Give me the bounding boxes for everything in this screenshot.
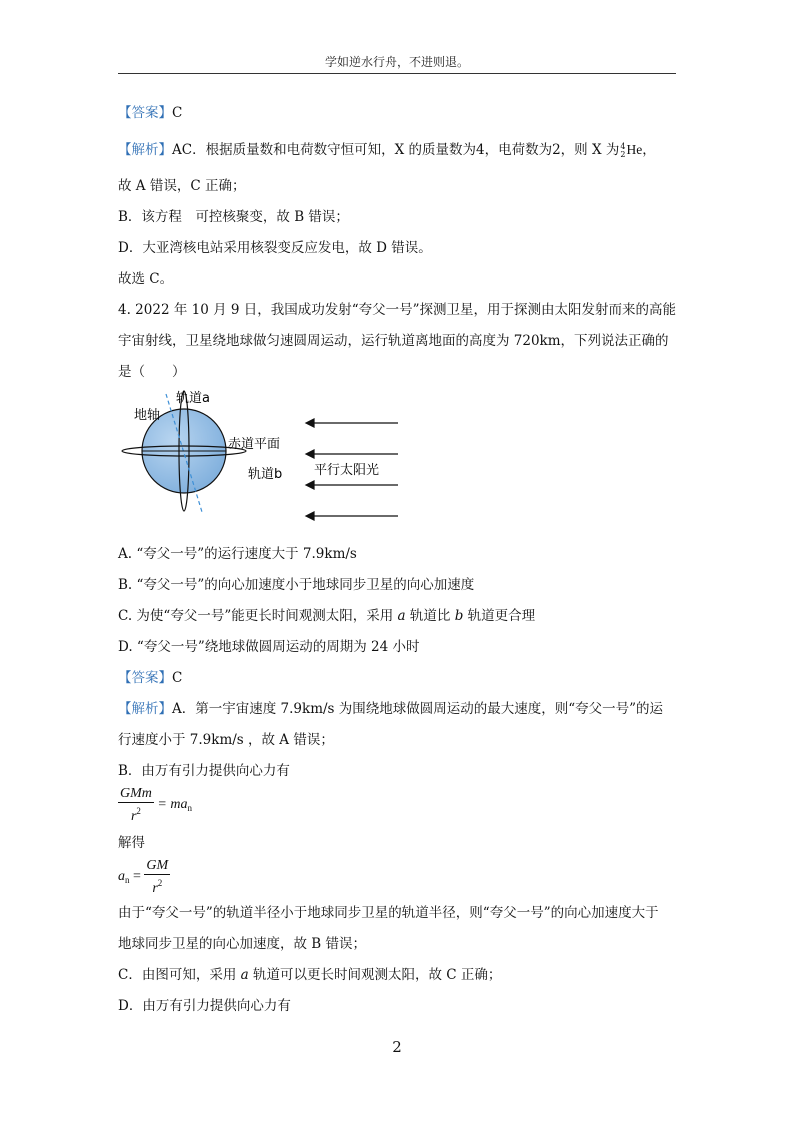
nuclide-symbol: He — [626, 142, 643, 157]
q4-analysis-line-7: D．由万有引力提供向心力有 — [118, 998, 291, 1014]
text: 轨道比 — [405, 608, 455, 624]
numerator: GMm — [120, 786, 152, 801]
q3-analysis-line-4: D．大亚湾核电站采用核裂变反应发电，故 D 错误。 — [118, 240, 432, 256]
q4-analysis-line-5: 地球同步卫星的向心加速度，故 B 错误； — [118, 936, 367, 952]
q3-analysis-line-2: 故 A 错误，C 正确； — [118, 178, 246, 194]
q4-analysis-line-4: 由于“夸父一号”的轨道半径小于地球同步卫星的轨道半径，则“夸父一号”的向心加速度大于 — [118, 905, 659, 921]
q4-stem-2: 宇宙射线，卫星绕地球做匀速圆周运动，运行轨道离地面的高度为 720km，下列说法正确的 — [118, 333, 669, 349]
equation-1 — [118, 785, 192, 825]
den-var: r — [152, 881, 158, 896]
page-number: 2 — [392, 1038, 402, 1056]
var-b: b — [454, 608, 464, 624]
q4-analysis-line-3: B．由万有引力提供向心力有 — [118, 763, 290, 779]
mass-number: 4 — [475, 142, 485, 158]
fraction — [118, 785, 154, 825]
option-b: B. “夸父一号”的向心加速度小于地球同步卫星的向心加速度 — [118, 577, 475, 593]
answer-value: C — [172, 105, 183, 121]
analysis-tag: 【解析】 — [118, 701, 172, 717]
text: ，则 X 为 — [560, 142, 620, 158]
orbit-figure — [116, 386, 406, 536]
jiede-label: 解得 — [118, 835, 145, 851]
header-divider — [118, 73, 676, 74]
text: ，电荷数为 — [484, 142, 553, 158]
option-c — [118, 607, 535, 625]
label-equator: 赤道平面 — [228, 437, 281, 452]
subscript: n — [125, 875, 130, 886]
label-sunlight: 平行太阳光 — [314, 463, 380, 478]
nuclide-charge: 2 — [620, 149, 626, 159]
denominator — [144, 875, 170, 897]
text: AC．根据质量数和电荷数守恒可知，X 的质量数为 — [172, 142, 476, 158]
exponent: 2 — [157, 878, 163, 888]
q4-analysis-line-6 — [118, 966, 501, 984]
equals-sign: = — [133, 869, 141, 885]
subscript: n — [187, 803, 192, 814]
analysis-tag: 【解析】 — [118, 142, 172, 158]
text: ， — [642, 142, 656, 158]
text: C．由图可知，采用 — [118, 967, 241, 983]
text: 轨道可以更长时间观测太阳，故 C 正确； — [248, 967, 502, 983]
header-motto: 学如逆水行舟，不进则退。 — [324, 55, 469, 69]
label-orbit-a: 轨道a — [176, 391, 210, 406]
answer-tag: 【答案】 — [118, 670, 172, 686]
fraction — [144, 857, 170, 897]
denominator — [118, 803, 154, 825]
var-a: a — [240, 967, 249, 983]
label-axis: 地轴 — [134, 408, 161, 423]
q4-answer-line — [118, 669, 182, 687]
q3-analysis-line-3: B．该方程 可控核聚变，故 B 错误； — [118, 209, 349, 225]
nuclide-mass: 4 — [620, 141, 626, 151]
var-a: a — [397, 608, 406, 624]
q3-analysis-line-1 — [118, 141, 656, 159]
text: A．第一宇宙速度 7.9km/s 为围绕地球做圆周运动的最大速度，则“夸父一号”的运 — [172, 701, 664, 717]
numerator: GM — [146, 858, 169, 873]
answer-tag: 【答案】 — [118, 105, 172, 121]
q4-stem-1: 4. 2022 年 10 月 9 日，我国成功发射“夸父一号”探测卫星，用于探测由太阳发射而来的高能 — [118, 302, 677, 318]
equation-rhs: = ma — [157, 797, 188, 813]
charge-number: 2 — [552, 142, 561, 158]
nuclide-indices — [620, 143, 625, 159]
label-orbit-b: 轨道b — [248, 467, 283, 482]
option-a: A. “夸父一号”的运行速度大于 7.9km/s — [118, 546, 357, 562]
q4-analysis-line-1 — [118, 700, 663, 718]
text: C. 为使“夸父一号”能更长时间观测太阳，采用 — [118, 608, 398, 624]
option-d: D. “夸父一号”绕地球做圆周运动的周期为 24 小时 — [118, 639, 420, 655]
equation-2 — [118, 857, 170, 897]
q4-analysis-line-2: 行速度小于 7.9km/s ，故 A 错误； — [118, 732, 334, 748]
text: 轨道更合理 — [463, 608, 536, 624]
answer-value: C — [172, 670, 183, 686]
equation-lhs: a — [118, 869, 125, 885]
q4-stem-3: 是（ ） — [118, 364, 186, 380]
q3-answer-line — [118, 104, 182, 122]
q3-conclusion: 故选 C。 — [118, 271, 174, 287]
den-var: r — [130, 809, 137, 824]
exponent: 2 — [136, 806, 141, 816]
